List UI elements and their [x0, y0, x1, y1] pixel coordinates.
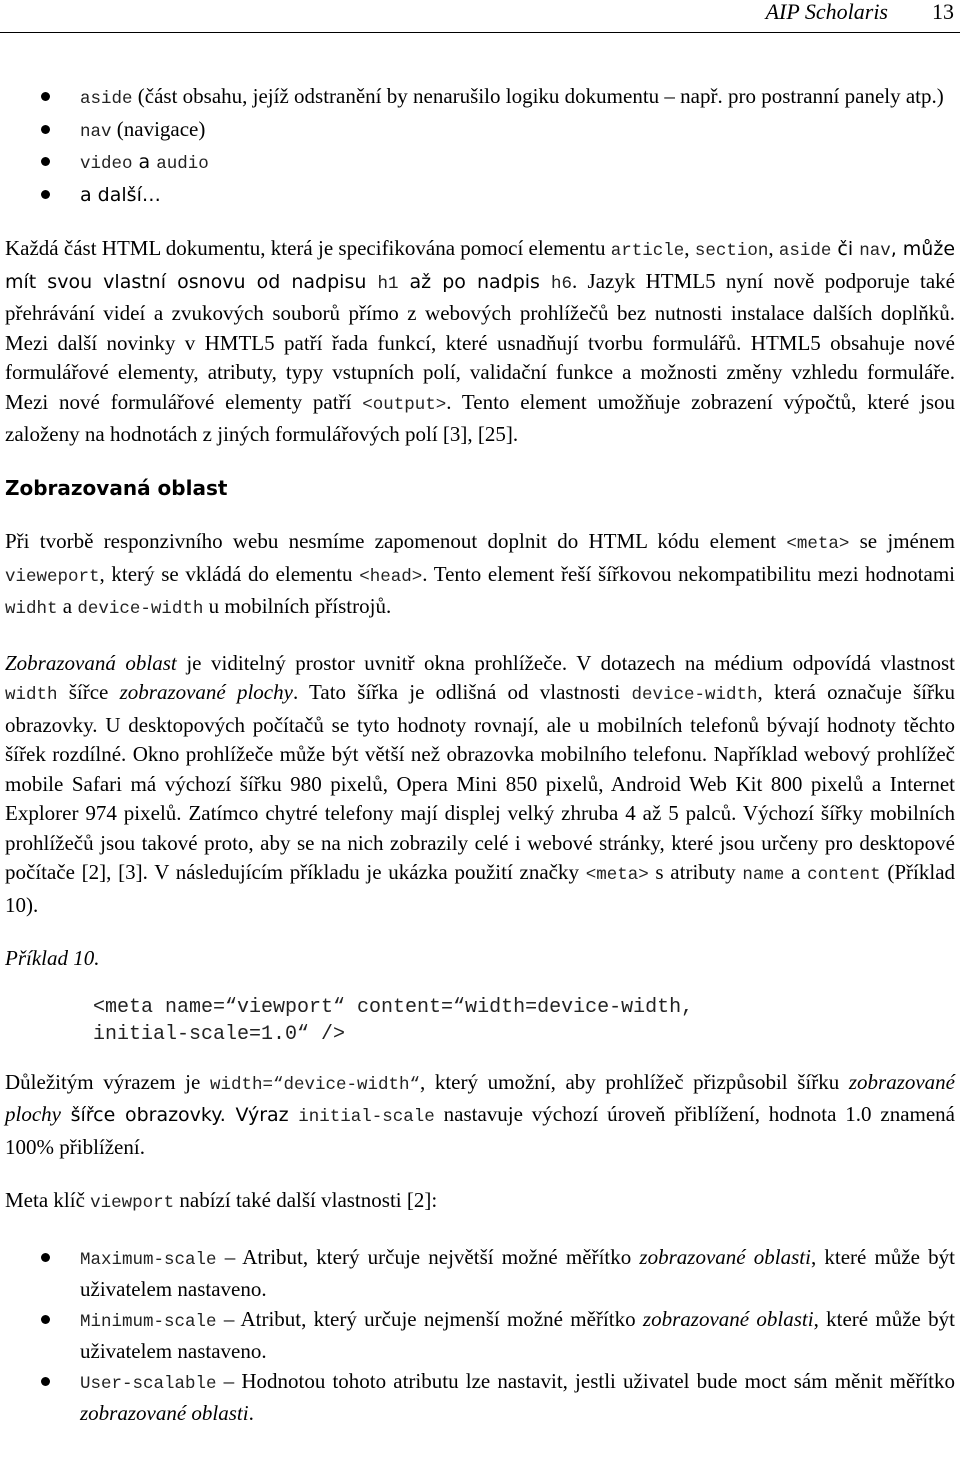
list-item: Maximum-scale – Atribut, který určuje největší možné měřítko zobrazované oblasti, které může být uživatelem nastaveno.	[5, 1243, 955, 1305]
page-header	[0, 0, 960, 33]
bullet-icon	[41, 1253, 50, 1262]
list-item: aside (část obsahu, jejíž odstranění by nenarušilo logiku dokumentu – např. pro postranní panely atp.)	[5, 82, 955, 115]
paragraph-meta-key: Meta klíč viewport nabízí také další vlastnosti [2]:	[5, 1188, 438, 1213]
bullet-icon	[41, 1315, 50, 1324]
bullet-icon	[41, 190, 50, 199]
section-heading: Zobrazovaná oblast	[5, 475, 228, 500]
element-list	[5, 82, 955, 210]
list-item: Minimum-scale – Atribut, který určuje nejmenší možné měřítko zobrazované oblasti, které může být uživatelem nastaveno.	[5, 1305, 955, 1367]
list-item: User-scalable – Hodnotou tohoto atributu lze nastavit, jestli uživatel bude moct sám měnit měřítko zobrazované oblasti.	[5, 1367, 955, 1429]
paragraph-width-expression: Důležitým výrazem je width=“device-width“, který umožní, aby prohlížeč přizpůsobil šířku zobrazované plochy šířce obrazovky. Výraz initial-scale nastavuje výchozí úroveň přiblížení, hodnota 1.0 znamená 100% přiblížení.	[5, 1069, 956, 1159]
list-item: a další…	[5, 180, 955, 211]
paragraph-viewport-definition: Zobrazovaná oblast je viditelný prostor uvnitř okna prohlížeče. V dotazech na médium odpovídá vlastnost width šířce zobrazované plochy. Tato šířka je odlišná od vlastnosti device-width, která označuje šířku obrazovky. U desktopových počítačů se tyto hodnoty rovnají, ale u mobilních telefonů bývají hodnoty těchto šířek rozdílné. Okno prohlížeče může být větší než obrazovka mobilního telefonu. Například webový prohlížeč mobile Safari má výchozí šířku 980 pixelů, Opera Mini 850 pixelů, Android Web Kit 800 pixelů a Internet Explorer 974 pixelů. Zatímco chytré telefony mají displej velký zhruba 4 až 5 palců. Výchozí šířky mobilních prohlížečů jsou takové proto, aby se na nich zobrazily celé i webové stránky, které jsou určeny pro desktopové počítače [2], [3]. V následujícím příkladu je ukázka použití značky <meta> s atributy name a content (Příklad 10).	[5, 650, 956, 917]
bullet-icon	[41, 125, 50, 134]
list-item: nav (navigace)	[5, 115, 955, 148]
bullet-icon	[41, 157, 50, 166]
example-label: Příklad 10.	[5, 946, 100, 970]
paragraph-meta-viewport: Při tvorbě responzivního webu nesmíme zapomenout doplnit do HTML kódu element <meta> se jménem vieweport, který se vkládá do elementu <head>. Tento element řeší šířkovou nekompatibilitu mezi hodnotami widht a device-width u mobilních přístrojů.	[5, 529, 956, 619]
list-item: video a audio	[5, 147, 955, 180]
viewport-properties-list	[5, 1243, 955, 1429]
paragraph-html-outline: Každá část HTML dokumentu, která je specifikována pomocí elementu article, section, aside či nav, může mít svou vlastní osnovu od nadpisu h1 až po nadpis h6. Jazyk HTML5 nyní nově podporuje také přehrávání videí a zvukových souborů přímo z webových prohlížečů bez nutnosti instalace dalších doplňků. Mezi další novinky v HMTL5 patří řada funkcí, které usnadňují tvorbu formulářů. HTML5 obsahuje nové formulářové elementy, atributy, typy vstupních polí, validační funkce a možnosti změny vzhledu formuláře. Mezi nové formulářové elementy patří <output>. Tento element umožňuje zobrazení výpočtů, které jsou založeny na hodnotách z jiných formulářových polí [3], [25].	[5, 236, 956, 446]
code-line: <meta name=“viewport“ content=“width=device-width,	[93, 995, 694, 1019]
bullet-icon	[41, 1377, 50, 1386]
code-line: initial-scale=1.0“ />	[93, 1022, 346, 1046]
journal-title: AIP Scholaris	[765, 0, 888, 24]
bullet-icon	[41, 92, 50, 101]
page-number: 13	[932, 0, 954, 24]
page-content	[5, 82, 955, 1429]
code-example	[5, 994, 955, 1048]
